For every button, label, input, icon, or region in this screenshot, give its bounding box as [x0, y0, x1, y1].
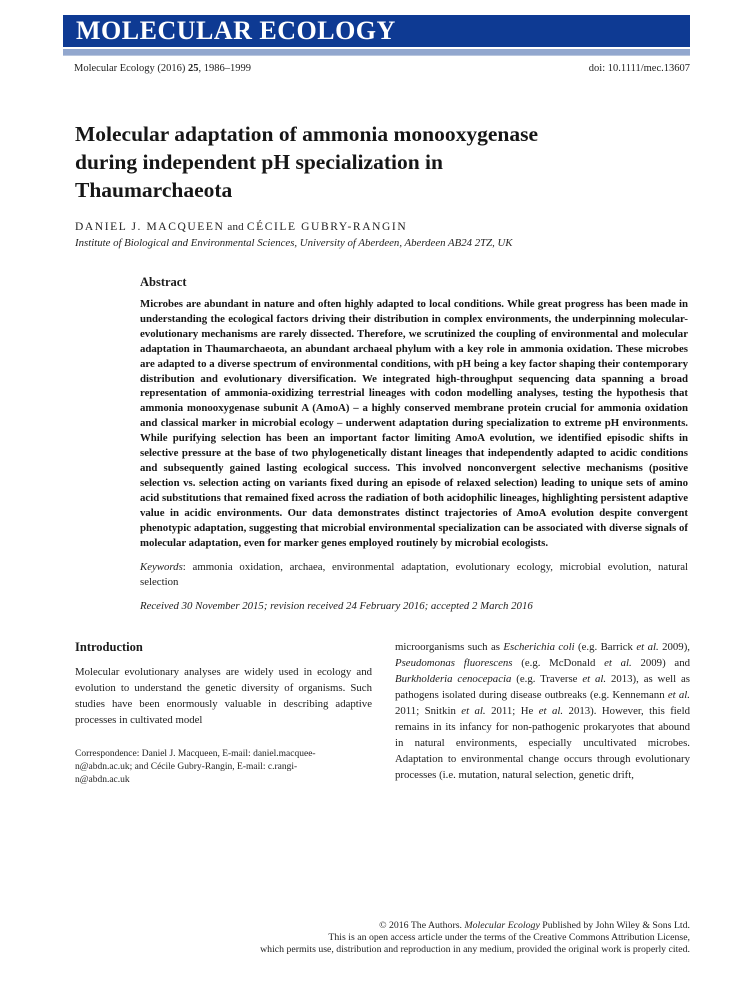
right-column-paragraph: microorganisms such as Escherichia coli (e.g. Barrick et al. 2009), Pseudomonas fluorescens (e.g. McDonald et al. 2009) and Burkholderia cenocepacia (e.g. Traverse et al. 2013), as well as pathogens isolated during disease outbreaks (e.g. Kennemann et al. 2011; Snitkin et al. 2011; He et al. 2013). However, this field remains in its infancy for non-pathogenic prokaryotes that abound in natural environments, especially uncultivated microbes. Adaptation to environmental change occurs through evolutionary processes (i.e. mutation, natural selection, genetic drift, [395, 641, 691, 781]
correspondence-note: Correspondence: Daniel J. Macqueen, E-mail: daniel.macquee- n@abdn.ac.uk; and Cécile Gubry-Rangin, E-mail: c.rangi- n@abdn.ac.uk [75, 749, 316, 786]
license-line-2: This is an open access article under the terms of the Creative Commons Attribution License, [328, 932, 690, 943]
license-line-3: which permits use, distribution and reproduction in any medium, provided the original work is properly cited. [260, 944, 690, 955]
article-history: Received 30 November 2015; revision received 24 February 2016; accepted 2 March 2016 [140, 600, 533, 613]
abstract-section [140, 275, 688, 612]
doi-text: doi: 10.1111/mec.13607 [588, 63, 690, 74]
journal-citation: Molecular Ecology (2016) 25, 1986–1999 [74, 63, 252, 74]
banner-accent-strip [63, 49, 690, 56]
keywords-text: : ammonia oxidation, archaea, environmental adaptation, evolutionary ecology, microbial evolution, natural selection [140, 561, 688, 589]
abstract-heading: Abstract [140, 275, 187, 289]
journal-banner [63, 15, 690, 56]
author-connector: and [224, 221, 247, 233]
keywords-label: Keywords [140, 561, 183, 574]
author-line [75, 221, 690, 233]
right-column [395, 640, 690, 787]
author-first: DANIEL J. MACQUEEN [75, 221, 225, 233]
left-column [75, 640, 372, 787]
abstract-body: Microbes are abundant in nature and often highly adapted to local conditions. While great progress has been made in understanding the ecological factors driving their distribution in complex environments, the underpinning molecular-evolutionary mechanisms are rarely dissected. Therefore, we scrutinized the coupling of environmental and molecular adaptation in Thaumarchaeota, an abundant archaeal phylum with a key role in ammonia oxidation. These microbes are adapted to a diverse spectrum of environmental conditions, with pH being a key factor shaping their contemporary distribution and evolutionary diversification. We integrated high-throughput sequencing data spanning a broad representation of ammonia-oxidizing terrestrial lineages with codon modelling analyses, testing the hypothesis that ammonia monooxygenase subunit A (AmoA) – a highly conserved membrane protein crucial for ammonia oxidation and classical marker in microbial ecology – underwent adaptation during specialization to extreme pH environments. While purifying selection has been an important factor limiting AmoA evolution, we identified episodic shifts in selective pressure at the base of two phylogenetically distant lineages that independently adapted to acidic conditions and subsequently gained lasting ecological success. This involved nonconvergent selective mechanisms (positive selection vs. selection acting on variants fixed during an episode of relaxed selection) leading to unique sets of amino acid substitutions that remained fixed across the radiation of both acidophilic lineages, highlighting persistent adaptive value in acidic environments. Our data demonstrates distinct trajectories of AmoA evolution despite convergent phenotypic adaptation, suggesting that microbial environmental specialization can be associated with diverse signals of molecular adaptation, even for marker genes employed routinely by microbial ecologists. [140, 298, 688, 549]
author-second: CÉCILE GUBRY-RANGIN [246, 221, 408, 233]
two-column-body [75, 640, 690, 787]
introduction-heading: Introduction [75, 640, 143, 655]
license-footer [75, 920, 690, 956]
keywords-line [140, 560, 688, 590]
copyright-line: © 2016 The Authors. Molecular Ecology Published by John Wiley & Sons Ltd. [379, 920, 690, 931]
header-meta-row [74, 63, 690, 74]
article-title: Molecular adaptation of ammonia monooxygenase during independent pH specialization in Thaumarchaeota [75, 122, 539, 202]
introduction-paragraph: Molecular evolutionary analyses are widely used in ecology and evolution to understand the genetic diversity of organisms. Such studies have been enormously valuable in describing adaptive processes in cultivated model [75, 666, 372, 727]
affiliation: Institute of Biological and Environmental Sciences, University of Aberdeen, Aberdeen AB24 2TZ, UK [75, 237, 513, 249]
journal-name: MOLECULAR ECOLOGY [63, 15, 690, 47]
